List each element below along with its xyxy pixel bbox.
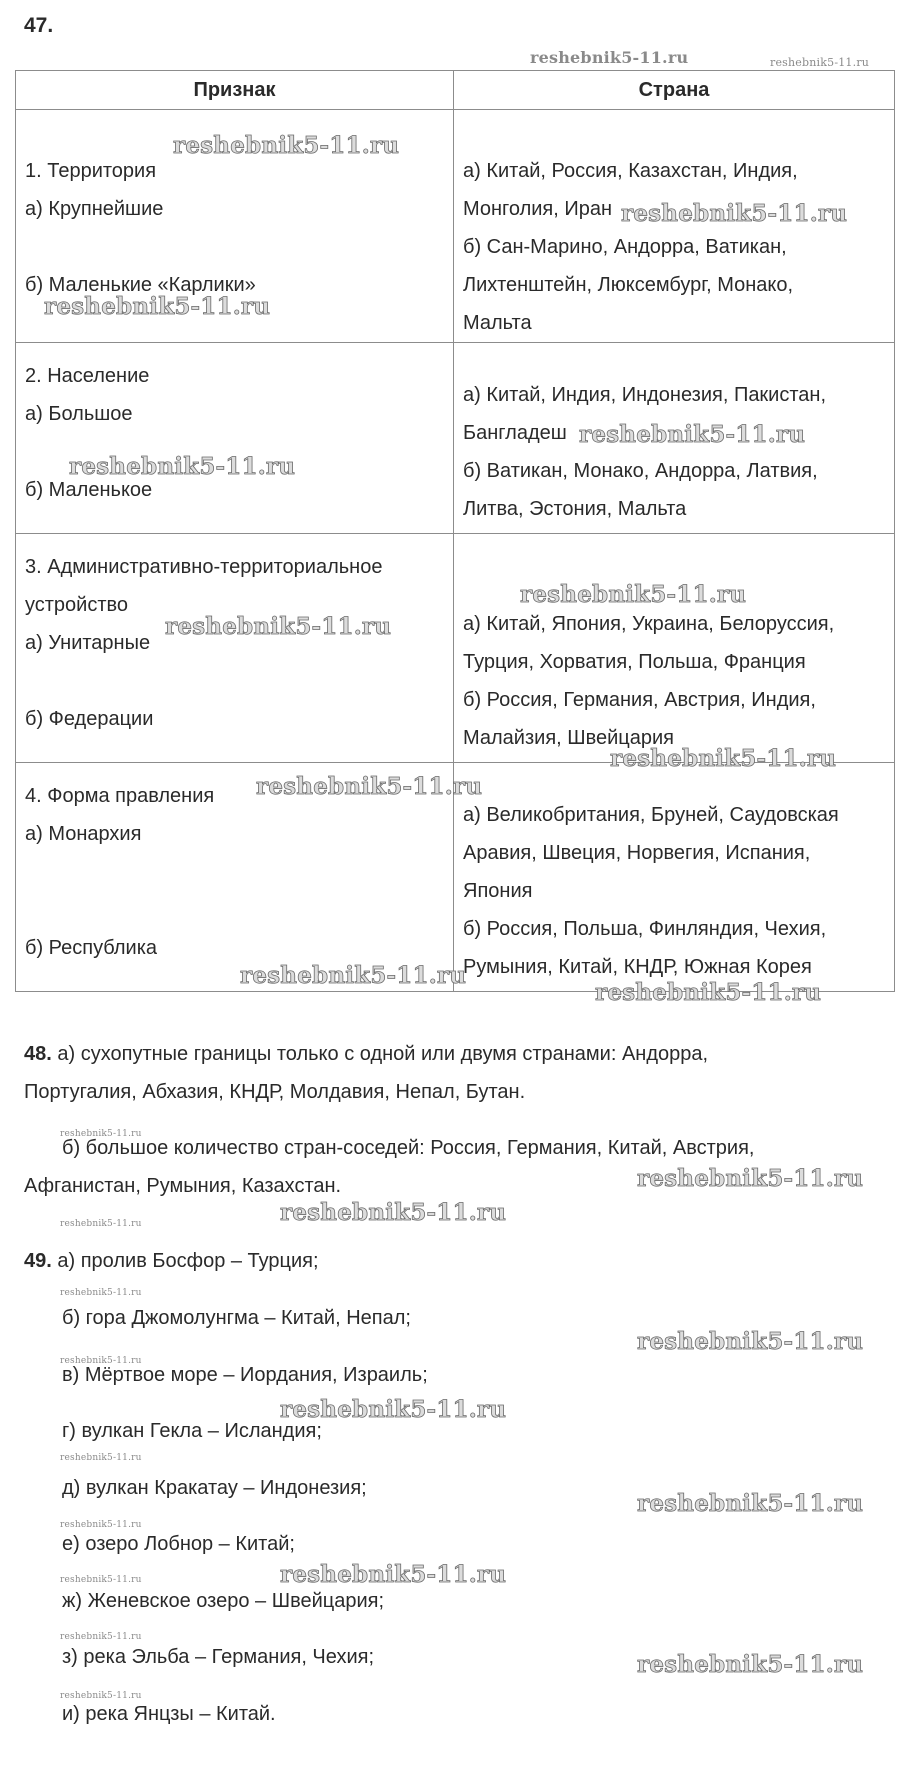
- task-47-number: 47.: [24, 14, 54, 37]
- header-sign: Признак: [16, 71, 454, 110]
- country-line: Бангладеш: [463, 422, 567, 444]
- country-line: Монголия, Иран: [463, 198, 613, 220]
- country-line: б) Сан-Марино, Андорра, Ватикан,: [463, 236, 787, 258]
- country-line: а) Великобритания, Бруней, Саудовская: [463, 804, 839, 826]
- watermark: reshebnik5-11.ru: [595, 979, 822, 1006]
- sign-line: 1. Территория: [25, 160, 157, 182]
- watermark: reshebnik5-11.ru: [579, 421, 806, 448]
- watermark: reshebnik5-11.ru: [60, 1219, 142, 1229]
- task-49-item: в) Мёртвое море – Иордания, Израиль;: [62, 1364, 428, 1386]
- sign-line: а) Унитарные: [25, 632, 151, 654]
- task-49-item: е) озеро Лобнор – Китай;: [62, 1533, 295, 1555]
- watermark: reshebnik5-11.ru: [60, 1129, 142, 1139]
- watermark: reshebnik5-11.ru: [530, 48, 689, 67]
- watermark: reshebnik5-11.ru: [280, 1561, 507, 1588]
- sign-line: а) Монархия: [25, 823, 142, 845]
- country-line: Мальта: [463, 312, 532, 334]
- table-row: [16, 534, 895, 763]
- watermark: reshebnik5-11.ru: [60, 1453, 142, 1463]
- watermark: reshebnik5-11.ru: [69, 453, 296, 480]
- sign-line: 3. Административно-территориальное: [25, 556, 383, 578]
- sign-line: б) Республика: [25, 937, 158, 959]
- sign-line: а) Большое: [25, 403, 133, 425]
- sign-cell: [16, 534, 454, 763]
- watermark: reshebnik5-11.ru: [637, 1328, 864, 1355]
- header-country: Страна: [454, 71, 895, 110]
- watermark: reshebnik5-11.ru: [770, 56, 870, 69]
- watermark: reshebnik5-11.ru: [60, 1691, 142, 1701]
- country-line: а) Китай, Япония, Украина, Белоруссия,: [463, 613, 835, 635]
- country-line: Лихтенштейн, Люксембург, Монако,: [463, 274, 794, 296]
- watermark: reshebnik5-11.ru: [621, 200, 848, 227]
- task-49-item: г) вулкан Гекла – Исландия;: [62, 1420, 322, 1442]
- task-48-b-line-1: б) большое количество стран-соседей: Россия, Германия, Китай, Австрия,: [62, 1137, 755, 1159]
- country-line: а) Китай, Россия, Казахстан, Индия,: [463, 160, 798, 182]
- sign-line: б) Маленькое: [25, 479, 153, 501]
- watermark: reshebnik5-11.ru: [165, 613, 392, 640]
- sign-cell: [16, 343, 454, 534]
- sign-line: б) Федерации: [25, 708, 154, 730]
- watermark: reshebnik5-11.ru: [520, 581, 747, 608]
- task-48-number: 48.: [24, 1043, 52, 1065]
- watermark: reshebnik5-11.ru: [637, 1651, 864, 1678]
- sign-line: 4. Форма правления: [25, 785, 215, 807]
- watermark: reshebnik5-11.ru: [610, 745, 837, 772]
- sign-line: устройство: [25, 594, 129, 616]
- country-line: Япония: [463, 880, 533, 902]
- sign-line: б) Маленькие «Карлики»: [25, 274, 256, 296]
- country-line: Малайзия, Швейцария: [463, 727, 674, 749]
- watermark: reshebnik5-11.ru: [60, 1520, 142, 1530]
- country-line: б) Ватикан, Монако, Андорра, Латвия,: [463, 460, 818, 482]
- country-line: Румыния, Китай, КНДР, Южная Корея: [463, 956, 812, 978]
- task-49-line-1: [24, 1250, 319, 1273]
- country-cell: [454, 534, 895, 763]
- task-49-item-a: а) пролив Босфор – Турция;: [51, 1250, 319, 1272]
- country-cell: [454, 763, 895, 992]
- task-48-a-text: а) сухопутные границы только с одной или двумя странами: Андорра,: [51, 1043, 709, 1065]
- task-49-item: з) река Эльба – Германия, Чехия;: [62, 1646, 375, 1668]
- task-48-a-line-2: Португалия, Абхазия, КНДР, Молдавия, Непал, Бутан.: [24, 1081, 526, 1103]
- watermark: reshebnik5-11.ru: [60, 1356, 142, 1366]
- country-line: Литва, Эстония, Мальта: [463, 498, 687, 520]
- watermark: reshebnik5-11.ru: [256, 773, 483, 800]
- task-49-item: д) вулкан Кракатау – Индонезия;: [62, 1477, 367, 1499]
- watermark: reshebnik5-11.ru: [173, 132, 400, 159]
- country-line: Аравия, Швеция, Норвегия, Испания,: [463, 842, 811, 864]
- watermark: reshebnik5-11.ru: [637, 1490, 864, 1517]
- watermark: reshebnik5-11.ru: [637, 1165, 864, 1192]
- watermark: reshebnik5-11.ru: [60, 1632, 142, 1642]
- sign-line: 2. Население: [25, 365, 150, 387]
- table-header-row: [16, 71, 895, 110]
- watermark: reshebnik5-11.ru: [60, 1288, 142, 1298]
- watermark: reshebnik5-11.ru: [44, 293, 271, 320]
- sign-line: а) Крупнейшие: [25, 198, 164, 220]
- country-line: б) Россия, Германия, Австрия, Индия,: [463, 689, 816, 711]
- task-49-item: ж) Женевское озеро – Швейцария;: [62, 1590, 385, 1612]
- task-49-number: 49.: [24, 1250, 52, 1272]
- country-line: а) Китай, Индия, Индонезия, Пакистан,: [463, 384, 827, 406]
- task-49-item: и) река Янцзы – Китай.: [62, 1703, 276, 1725]
- task-48-line-1: [24, 1043, 708, 1066]
- task-48-b-line-2: Афганистан, Румыния, Казахстан.: [24, 1175, 342, 1197]
- watermark: reshebnik5-11.ru: [60, 1575, 142, 1585]
- task-49-item: б) гора Джомолунгма – Китай, Непал;: [62, 1307, 411, 1329]
- watermark: reshebnik5-11.ru: [280, 1199, 507, 1226]
- watermark: reshebnik5-11.ru: [240, 962, 467, 989]
- country-line: Турция, Хорватия, Польша, Франция: [463, 651, 806, 673]
- country-line: б) Россия, Польша, Финляндия, Чехия,: [463, 918, 827, 940]
- watermark: reshebnik5-11.ru: [280, 1396, 507, 1423]
